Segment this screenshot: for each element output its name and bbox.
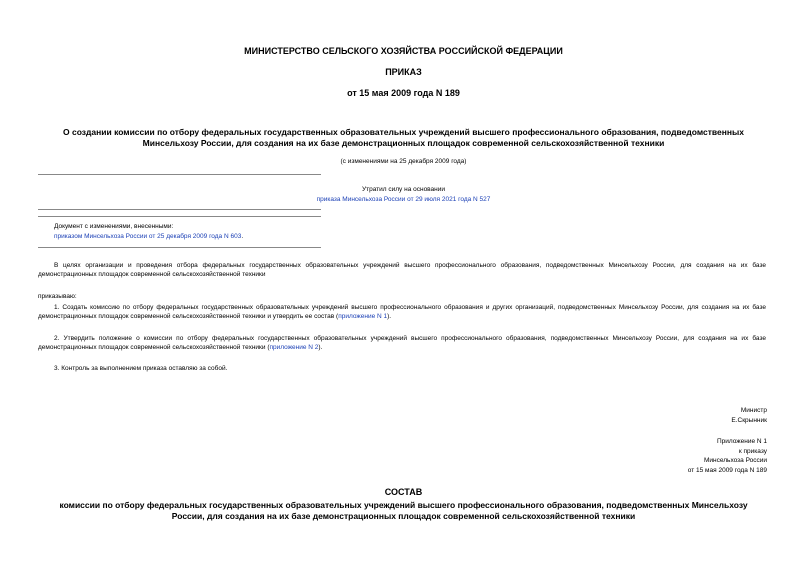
changes-link[interactable]: приказом Минсельхоза России от 25 декабря 2009 года N 603 [54, 233, 242, 240]
lost-force-text: Утратил силу на основании [361, 186, 446, 193]
divider [38, 216, 321, 217]
changes-suffix: . [241, 233, 244, 240]
appendix-line-2: к приказу [738, 447, 767, 455]
composition-line-1: комиссии по отбору федеральных государственных образовательных учреждений высшего профессионального образования, подведомственных Минсельхозу [59, 500, 748, 510]
composition-title [0, 500, 807, 521]
item-3-paragraph: 3. Контроль за выполнением приказа оставляю за собой. [54, 365, 228, 372]
appendix-caption [688, 437, 767, 475]
appendix-1-link[interactable]: приложение N 1 [338, 313, 388, 320]
divider [38, 247, 321, 248]
doc-type: ПРИКАЗ [385, 67, 422, 77]
appendix-line-3: Минсельхоза России [703, 457, 767, 464]
document-title [0, 127, 807, 148]
divider [38, 209, 321, 210]
signature-block [731, 406, 767, 425]
item-1-end: ). [387, 313, 392, 320]
signature-name: Е.Скрынник [731, 416, 767, 424]
item-1-text: 1. Создать комиссию по отбору федеральных государственных образовательных учреждений высшего профессионального образования и других организаций, подведомственных Минсельхозу России, для создания на их базе демонстрационных площадок современной сельскохозяйственной техники и утвердить ее состав ( [38, 304, 766, 320]
signature-position: Министр [740, 407, 767, 414]
appendix-line-1: Приложение N 1 [716, 438, 767, 445]
item-2-text: 2. Утвердить положение о комиссии по отбору федеральных государственных образовательных учреждений высшего профессионального образования, подведомственных Минсельхозу России, для создания на их базе демонстрационных площадок современной сельскохозяйственной техники ( [38, 335, 766, 351]
composition-line-2: России, для создания на их базе демонстрационных площадок современной сельскохозяйственной техники [171, 510, 636, 521]
divider [38, 174, 321, 175]
changes-line [54, 232, 243, 241]
amendments-note: (с изменениями на 25 декабря 2009 года) [340, 158, 467, 165]
item-2-paragraph [38, 334, 766, 352]
intro-paragraph: В целях организации и проведения отбора федеральных государственных образовательных учреждений высшего профессионального образования, подведомственных Минсельхозу России, для создания на их базе демонстрационных площадок современной сельскохозяйственной техники [38, 262, 766, 278]
doc-date-number: от 15 мая 2009 года N 189 [347, 88, 460, 98]
lost-force-basis-link[interactable]: приказа Минсельхоза России от 29 июля 2021 года N 527 [316, 196, 491, 203]
title-line-2: Минсельхозу России, для создания на их базе демонстрационных площадок современной сельскохозяйственной техники [142, 137, 665, 148]
appendix-line-4: от 15 мая 2009 года N 189 [687, 466, 767, 474]
appendix-2-link[interactable]: приложение N 2 [269, 344, 319, 351]
composition-heading: СОСТАВ [384, 487, 423, 497]
item-2-end: ). [318, 344, 323, 351]
title-line-1: О создании комиссии по отбору федеральных государственных образовательных учреждений высшего профессионального образования, подведомственных [63, 127, 744, 137]
changes-label: Документ с изменениями, внесенными: [54, 223, 174, 230]
item-1-paragraph [38, 303, 766, 321]
ministry-heading: МИНИСТЕРСТВО СЕЛЬСКОГО ХОЗЯЙСТВА РОССИЙСКОЙ ФЕДЕРАЦИИ [244, 46, 563, 56]
order-word: приказываю: [38, 293, 77, 300]
